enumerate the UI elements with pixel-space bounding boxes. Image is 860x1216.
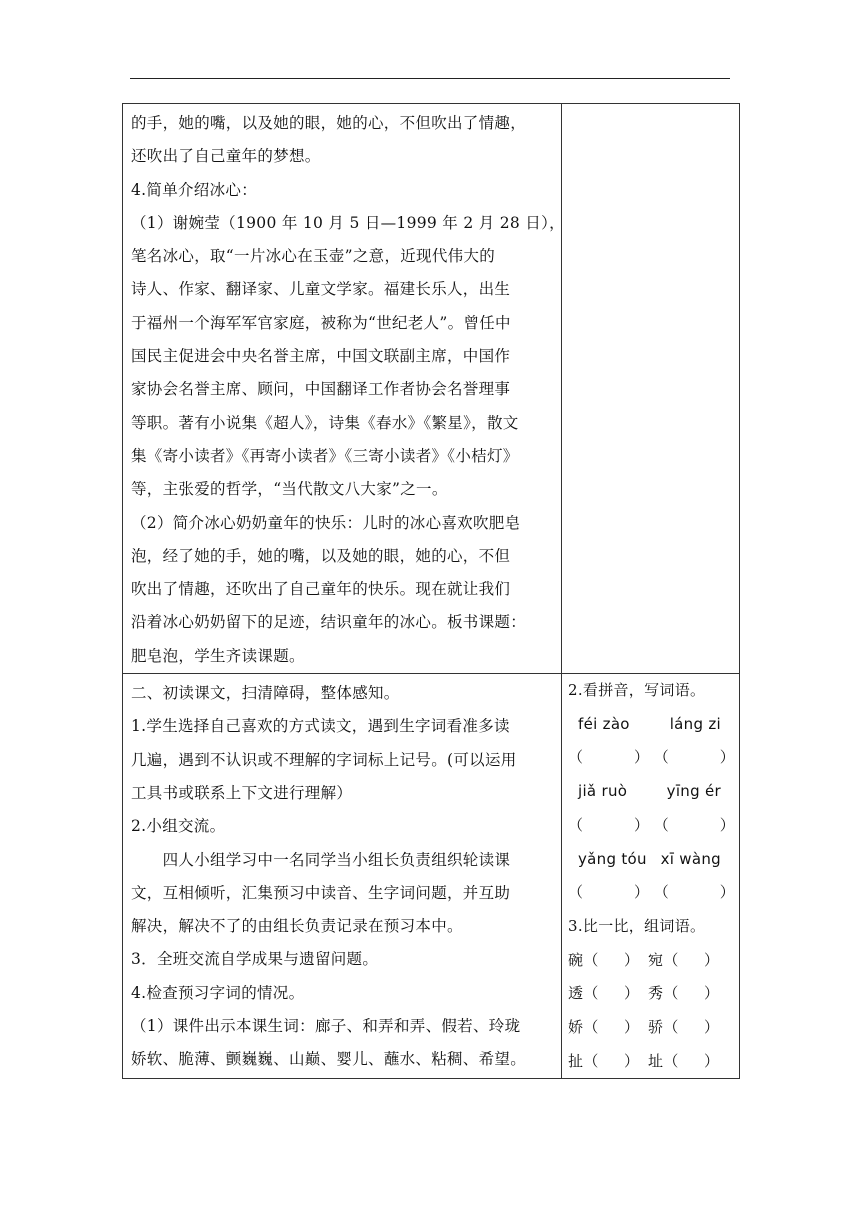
compare-row: 透（ ） 秀（ ） bbox=[568, 984, 720, 1003]
procedure-cell bbox=[123, 104, 565, 674]
text-line: 国民主促进会中央名誉主席，中国文联副主席，中国作 bbox=[131, 347, 511, 366]
pinyin-word: jiǎ ruò bbox=[578, 782, 628, 801]
text-line: （1）课件出示本课生词：廊子、和弄和弄、假若、玲珑 bbox=[131, 1017, 521, 1036]
text-line: 几遍，遇到不认识或不理解的字词标上记号。(可以运用 bbox=[131, 750, 517, 769]
text-line: 二、初读课文，扫清障碍，整体感知。 bbox=[131, 684, 400, 703]
pinyin-row bbox=[568, 843, 735, 877]
text-line: 还吹出了自己童年的梦想。 bbox=[131, 147, 321, 166]
procedure-text bbox=[123, 107, 565, 673]
text-line: 等职。著有小说集《超人》，诗集《春水》《繁星》，散文 bbox=[131, 413, 519, 432]
exercise-text bbox=[562, 674, 739, 1078]
text-line: 泡，经了她的手，她的嘴，以及她的眼，她的心，不但 bbox=[131, 546, 511, 565]
text-line: 肥皂泡，学生齐读课题。 bbox=[131, 646, 305, 665]
text-line: （2）简介冰心奶奶童年的快乐：儿时的冰心喜欢吹肥皂 bbox=[131, 513, 521, 532]
answer-blank-row: （ ） （ ） bbox=[568, 815, 735, 834]
lesson-plan-table bbox=[122, 103, 740, 1079]
pinyin-word: láng zi bbox=[669, 714, 721, 733]
text-line: 家协会名誉主席、顾问，中国翻译工作者协会名誉理事 bbox=[131, 380, 511, 399]
text-line: 1.学生选择自己喜欢的方式读文，遇到生字词看准多读 bbox=[131, 717, 510, 736]
text-line: 四人小组学习中一名同学当小组长负责组织轮读课 bbox=[131, 850, 511, 869]
table-row bbox=[123, 674, 740, 1079]
pinyin-exercise-title: 2.看拼音，写词语。 bbox=[568, 681, 706, 700]
compare-row: 碗（ ） 宛（ ） bbox=[568, 950, 720, 969]
pinyin-word: féi zào bbox=[578, 714, 630, 733]
compare-row: 扯（ ） 址（ ） bbox=[568, 1051, 720, 1070]
compare-row: 娇（ ） 骄（ ） bbox=[568, 1018, 720, 1037]
text-line: 2.小组交流。 bbox=[131, 817, 226, 836]
answer-blank-row: （ ） （ ） bbox=[568, 883, 735, 902]
text-line: 工具书或联系上下文进行理解） bbox=[131, 783, 353, 802]
answer-blank-row: （ ） （ ） bbox=[568, 748, 735, 767]
pinyin-word: yīng ér bbox=[666, 782, 721, 801]
text-line: 吹出了情趣，还吹出了自己童年的快乐。现在就让我们 bbox=[131, 580, 511, 599]
text-line: 文，互相倾听，汇集预习中读音、生字词问题，并互助 bbox=[131, 883, 511, 902]
pinyin-word: yǎng tóu bbox=[578, 849, 647, 868]
pinyin-row bbox=[568, 775, 735, 809]
text-line: 诗人、作家、翻译家、儿童文学家。福建长乐人，出生 bbox=[131, 280, 511, 299]
text-line: 3．全班交流自学成果与遗留问题。 bbox=[131, 950, 379, 969]
text-line: （1）谢婉莹（1900 年 10 月 5 日—1999 年 2 月 28 日）， bbox=[131, 213, 565, 232]
procedure-cell bbox=[123, 674, 562, 1079]
pinyin-word: xī wàng bbox=[660, 849, 721, 868]
text-line: 娇软、脆薄、颤巍巍、山巅、婴儿、蘸水、粘稠、希望。 bbox=[131, 1050, 527, 1069]
header-rule bbox=[130, 78, 730, 79]
exercise-cell-empty bbox=[562, 104, 740, 674]
text-line: 集《寄小读者》《再寄小读者》《三寄小读者》《小桔灯》 bbox=[131, 446, 519, 465]
text-line: 4.简单介绍冰心： bbox=[131, 180, 257, 199]
text-line: 等，主张爱的哲学，“当代散文八大家”之一。 bbox=[131, 480, 448, 499]
exercise-cell bbox=[562, 674, 740, 1079]
table-row bbox=[123, 104, 740, 674]
text-line: 解决，解决不了的由组长负责记录在预习本中。 bbox=[131, 917, 463, 936]
text-line: 沿着冰心奶奶留下的足迹，结识童年的冰心。板书课题： bbox=[131, 613, 527, 632]
text-line: 于福州一个海军军官家庭，被称为“世纪老人”。曾任中 bbox=[131, 313, 511, 332]
compare-exercise-title: 3.比一比，组词语。 bbox=[568, 916, 706, 935]
procedure-text bbox=[123, 677, 561, 1077]
text-line: 的手，她的嘴，以及她的眼，她的心，不但吹出了情趣， bbox=[131, 114, 527, 132]
text-line: 笔名冰心，取“一片冰心在玉壶”之意，近现代伟大的 bbox=[131, 247, 496, 266]
pinyin-row bbox=[568, 708, 735, 742]
text-line: 4.检查预习字词的情况。 bbox=[131, 983, 305, 1002]
